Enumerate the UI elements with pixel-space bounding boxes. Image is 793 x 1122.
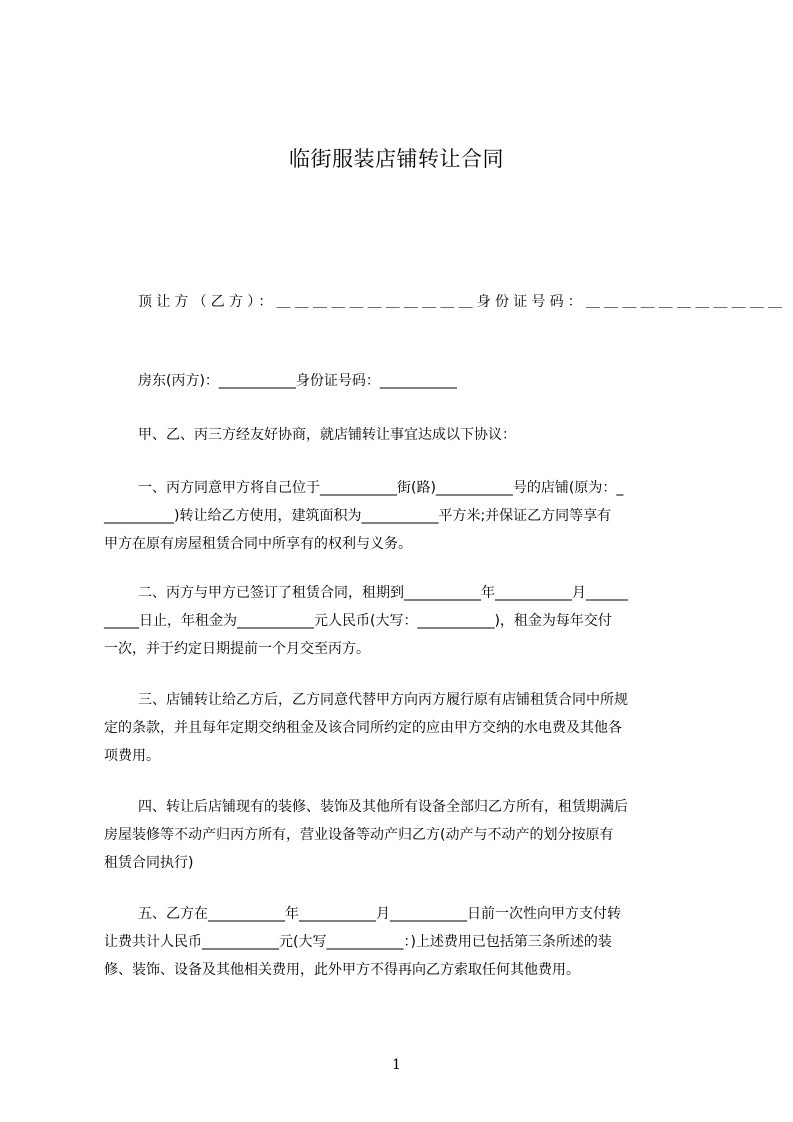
clause-4 [104, 793, 700, 877]
clause-1 [104, 474, 700, 558]
clause-1-line: 甲方在原有房屋租赁合同中所享有的权利与义务。 [104, 536, 412, 552]
clause-2-line: 二、丙方与甲方已签订了租赁合同，租期到___________年___________月______ [138, 585, 628, 601]
clause-1-line: 一、丙方同意甲方将自己位于___________街(路)___________号的店铺(原为：_ [138, 480, 624, 496]
clause-4-line: 四、转让后店铺现有的装修、装饰及其他所有设备全部归乙方所有，租赁期满后 [138, 799, 628, 815]
clause-5-line: 修、装饰、设备及其他相关费用，此外甲方不得再向乙方索取任何其他费用。 [104, 962, 580, 978]
clause-4-line: 租赁合同执行) [104, 855, 194, 871]
page-number: 1 [392, 1057, 401, 1073]
clause-5-line: 五、乙方在___________年___________月___________日前一次性向甲方支付转 [138, 906, 621, 922]
clause-2-line: _____日止，年租金为___________元人民币(大写：___________)，租金为每年交付 [104, 613, 612, 629]
clause-5-line: 让费共计人民币___________元(大写___________：)上述费用已包括第三条所述的装 [104, 934, 612, 950]
transferee-info-line: 顶让方（乙方）：＿＿＿＿＿＿＿＿＿＿＿身份证号码：＿＿＿＿＿＿＿＿＿＿＿ [138, 294, 787, 310]
clause-3-line: 三、店铺转让给乙方后，乙方同意代替甲方向丙方履行原有店铺租赁合同中所规 [138, 692, 628, 708]
document-title: 临街服装店铺转让合同 [289, 147, 504, 171]
agreement-intro: 甲、乙、丙三方经友好协商，就店铺转让事宜达成以下协议： [138, 427, 516, 443]
landlord-info-line: 房东(丙方)：___________身份证号码：___________ [138, 373, 457, 389]
clause-2-line: 一次，并于约定日期提前一个月交至丙方。 [104, 641, 370, 657]
clause-4-line: 房屋装修等不动产归丙方所有，营业设备等动产归乙方(动产与不动产的划分按原有 [104, 827, 614, 843]
clause-3 [104, 686, 700, 770]
clause-3-line: 定的条款，并且每年定期交纳租金及该合同所约定的应由甲方交纳的水电费及其他各 [104, 720, 622, 736]
clause-5 [104, 900, 700, 984]
clause-3-line: 项费用。 [104, 748, 160, 764]
clause-2 [104, 579, 700, 663]
clause-1-line: __________)转让给乙方使用，建筑面积为___________平方米;并保证乙方同等享有 [104, 508, 612, 524]
